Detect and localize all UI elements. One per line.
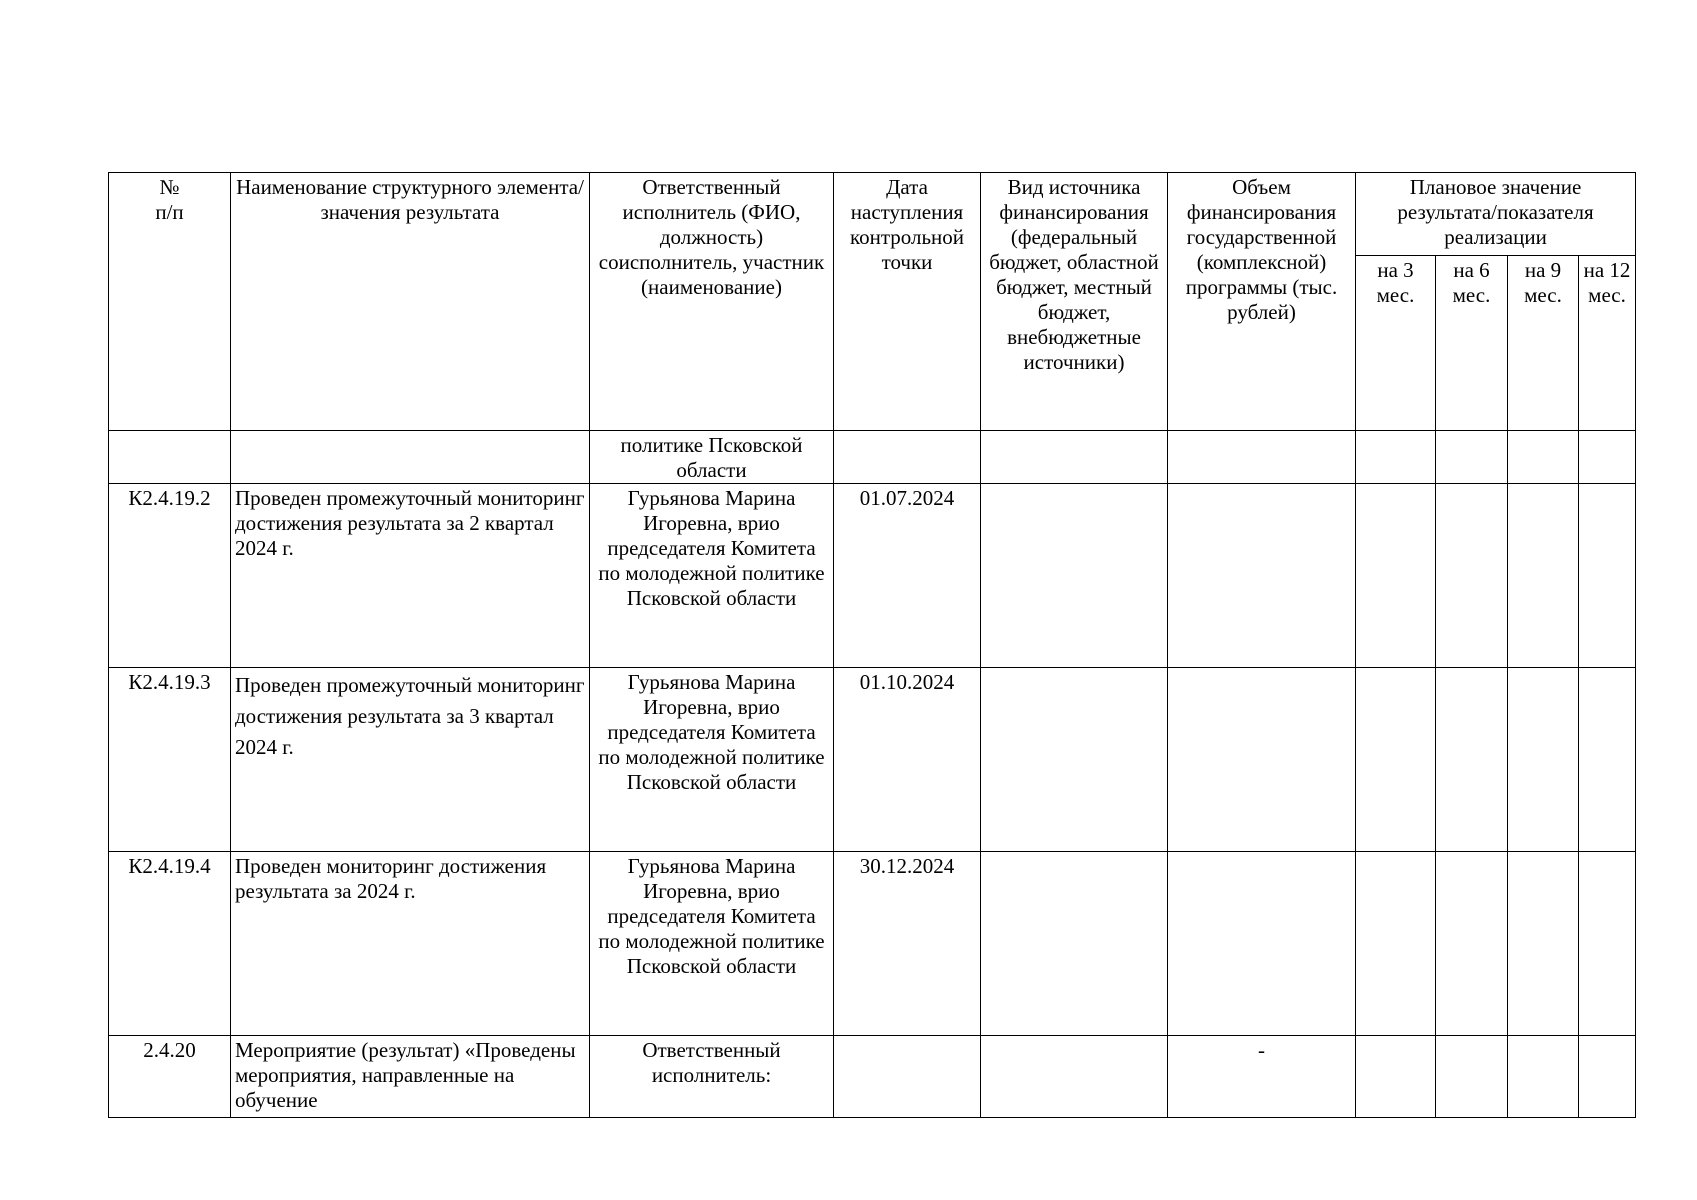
row-q3 <box>1356 852 1436 1036</box>
header-q12: на 12 мес. <box>1579 256 1636 431</box>
row-q3 <box>1356 1036 1436 1118</box>
table-row <box>109 668 1636 852</box>
row-num: 2.4.20 <box>109 1036 231 1118</box>
header-source: Вид источника финансирования (федеральный бюджет, областной бюджет, местный бюджет, внебюджетные источники) <box>981 173 1168 431</box>
row-name: Проведен промежуточный мониторинг достижения результата за 2 квартал 2024 г. <box>231 484 590 668</box>
row-responsible: Ответственный исполнитель: <box>590 1036 834 1118</box>
row-date: 01.07.2024 <box>834 484 981 668</box>
header-name: Наименование структурного элемента/ значения результата <box>231 173 590 431</box>
row-date: 01.10.2024 <box>834 668 981 852</box>
row-q9 <box>1508 668 1579 852</box>
row-q12 <box>1579 1036 1636 1118</box>
row-source <box>981 668 1168 852</box>
row-name: Мероприятие (результат) «Проведены мероприятия, направленные на обучение <box>231 1036 590 1118</box>
row-volume: - <box>1168 1036 1356 1118</box>
row-responsible: Гурьянова Марина Игоревна, врио председателя Комитета по молодежной политике Псковской области <box>590 668 834 852</box>
row-volume <box>1168 668 1356 852</box>
row-source <box>981 1036 1168 1118</box>
row-q3 <box>1356 431 1436 484</box>
row-q12 <box>1579 484 1636 668</box>
row-date <box>834 1036 981 1118</box>
row-responsible: Гурьянова Марина Игоревна, врио председателя Комитета по молодежной политике Псковской области <box>590 852 834 1036</box>
plan-table <box>108 172 1636 1118</box>
header-q3: на 3 мес. <box>1356 256 1436 431</box>
row-date <box>834 431 981 484</box>
row-name <box>231 431 590 484</box>
row-q9 <box>1508 852 1579 1036</box>
row-q3 <box>1356 484 1436 668</box>
row-q12 <box>1579 852 1636 1036</box>
header-responsible: Ответственный исполнитель (ФИО, должность) соисполнитель, участник (наименование) <box>590 173 834 431</box>
row-num <box>109 431 231 484</box>
row-date: 30.12.2024 <box>834 852 981 1036</box>
table-row <box>109 1036 1636 1118</box>
row-num: К2.4.19.2 <box>109 484 231 668</box>
table-row <box>109 431 1636 484</box>
row-q12 <box>1579 668 1636 852</box>
header-q9: на 9 мес. <box>1508 256 1579 431</box>
row-q6 <box>1436 1036 1508 1118</box>
row-name: Проведен мониторинг достижения результата за 2024 г. <box>231 852 590 1036</box>
row-q9 <box>1508 484 1579 668</box>
row-volume <box>1168 431 1356 484</box>
row-responsible: Гурьянова Марина Игоревна, врио председателя Комитета по молодежной политике Псковской области <box>590 484 834 668</box>
table-row <box>109 852 1636 1036</box>
row-q6 <box>1436 852 1508 1036</box>
header-q6: на 6 мес. <box>1436 256 1508 431</box>
row-volume <box>1168 852 1356 1036</box>
header-date: Дата наступления контрольной точки <box>834 173 981 431</box>
row-source <box>981 431 1168 484</box>
row-num: К2.4.19.3 <box>109 668 231 852</box>
header-num: № п/п <box>109 173 231 431</box>
row-num: К2.4.19.4 <box>109 852 231 1036</box>
row-responsible: политике Псковской области <box>590 431 834 484</box>
header-planned: Плановое значение результата/показателя реализации <box>1356 173 1636 256</box>
row-q6 <box>1436 431 1508 484</box>
row-name: Проведен промежуточный мониторинг достижения результата за 3 квартал 2024 г. <box>231 668 590 852</box>
row-q9 <box>1508 431 1579 484</box>
row-volume <box>1168 484 1356 668</box>
table-row <box>109 484 1636 668</box>
row-q6 <box>1436 668 1508 852</box>
row-q3 <box>1356 668 1436 852</box>
header-volume: Объем финансирования государственной (комплексной) программы (тыс. рублей) <box>1168 173 1356 431</box>
row-q12 <box>1579 431 1636 484</box>
row-q6 <box>1436 484 1508 668</box>
row-source <box>981 852 1168 1036</box>
row-q9 <box>1508 1036 1579 1118</box>
row-source <box>981 484 1168 668</box>
